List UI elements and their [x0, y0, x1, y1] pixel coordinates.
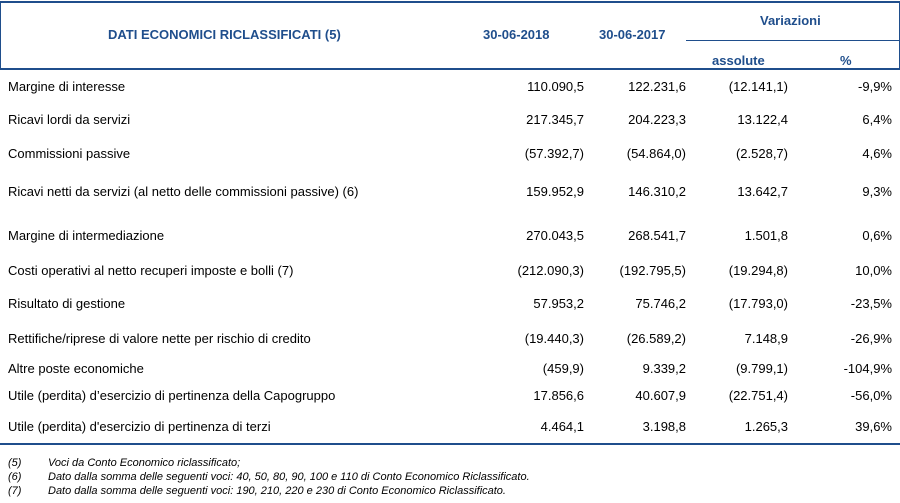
- variation-absolute: (22.751,4): [728, 388, 788, 403]
- value-2018: 17.856,6: [533, 388, 584, 403]
- variation-absolute: 7.148,9: [744, 331, 788, 346]
- row-label: Ricavi lordi da servizi: [8, 112, 131, 127]
- value-2018: 217.345,7: [526, 112, 584, 127]
- row-label: Altre poste economiche: [8, 361, 144, 376]
- variation-absolute: 1.501,8: [744, 228, 788, 243]
- variation-percent: 6,4%: [862, 112, 892, 127]
- value-2017: 268.541,7: [628, 228, 686, 243]
- footnote-text: Voci da Conto Economico riclassificato;: [48, 457, 241, 469]
- value-2017: 9.339,2: [642, 361, 686, 376]
- footnotes: [0, 456, 900, 498]
- table-row: [0, 182, 900, 202]
- table-row: [0, 329, 900, 349]
- variation-absolute: 1.265,3: [744, 419, 788, 434]
- variation-absolute: (17.793,0): [728, 296, 788, 311]
- table-row: [0, 77, 900, 97]
- variation-absolute: 13.642,7: [737, 184, 788, 199]
- footnote-ref: (6): [8, 471, 22, 483]
- variation-percent: -26,9%: [850, 331, 892, 346]
- footnote-text: Dato dalla somma delle seguenti voci: 190, 210, 220 e 230 di Conto Economico Riclassificato.: [48, 485, 506, 497]
- header-bottom-rule: [0, 68, 900, 70]
- value-2017: (192.795,5): [619, 263, 686, 278]
- table-row: [0, 294, 900, 314]
- variation-percent: -56,0%: [850, 388, 892, 403]
- row-label: Margine di intermediazione: [8, 228, 165, 243]
- value-2018: (459,9): [542, 361, 584, 376]
- table-header: [0, 0, 900, 70]
- header-left-border: [0, 2, 1, 68]
- value-2018: 270.043,5: [526, 228, 584, 243]
- table-row: [0, 417, 900, 437]
- table-row: [0, 386, 900, 406]
- value-2017: (26.589,2): [626, 331, 686, 346]
- percent-header: %: [840, 53, 852, 68]
- value-2017: 204.223,3: [628, 112, 686, 127]
- column-2018-header: 30-06-2018: [483, 27, 550, 42]
- value-2017: (54.864,0): [626, 146, 686, 161]
- variation-percent: 0,6%: [862, 228, 892, 243]
- variation-absolute: (12.141,1): [728, 79, 788, 94]
- footnote: [0, 470, 900, 484]
- variation-absolute: (19.294,8): [728, 263, 788, 278]
- variazioni-header: Variazioni: [760, 13, 821, 28]
- variation-absolute: (9.799,1): [735, 361, 788, 376]
- table-row: [0, 226, 900, 246]
- variation-percent: 9,3%: [862, 184, 892, 199]
- footnote-ref: (7): [8, 485, 22, 497]
- variation-percent: 39,6%: [855, 419, 892, 434]
- header-top-rule: [0, 1, 900, 3]
- table-row: [0, 359, 900, 379]
- value-2018: (57.392,7): [524, 146, 584, 161]
- value-2017: 75.746,2: [635, 296, 686, 311]
- row-label: Margine di interesse: [8, 79, 126, 94]
- table-bottom-rule: [0, 443, 900, 445]
- variation-percent: -23,5%: [850, 296, 892, 311]
- value-2018: 159.952,9: [526, 184, 584, 199]
- footnote: [0, 484, 900, 498]
- row-label: Utile (perdita) d'esercizio di pertinenza di terzi: [8, 419, 271, 434]
- table-row: [0, 144, 900, 164]
- row-label: Commissioni passive: [8, 146, 131, 161]
- footnote-ref: (5): [8, 457, 22, 469]
- footnote-text: Dato dalla somma delle seguenti voci: 40, 50, 80, 90, 100 e 110 di Conto Economico Riclassificato.: [48, 471, 530, 483]
- value-2017: 122.231,6: [628, 79, 686, 94]
- table-row: [0, 110, 900, 130]
- value-2018: 4.464,1: [540, 419, 584, 434]
- variazioni-rule: [686, 40, 900, 41]
- value-2018: 110.090,5: [527, 79, 584, 94]
- variation-percent: 10,0%: [855, 263, 892, 278]
- variation-absolute: 13.122,4: [737, 112, 788, 127]
- row-label: Costi operativi al netto recuperi imposte e bolli (7): [8, 263, 294, 278]
- variation-absolute: (2.528,7): [735, 146, 788, 161]
- column-2017-header: 30-06-2017: [599, 27, 666, 42]
- value-2017: 40.607,9: [635, 388, 686, 403]
- value-2017: 3.198,8: [642, 419, 686, 434]
- footnote: [0, 456, 900, 470]
- value-2017: 146.310,2: [628, 184, 686, 199]
- assolute-header: assolute: [712, 53, 765, 68]
- value-2018: (212.090,3): [517, 263, 584, 278]
- row-label: Utile (perdita) d’esercizio di pertinenza della Capogruppo: [8, 388, 336, 403]
- table-title: DATI ECONOMICI RICLASSIFICATI (5): [108, 27, 341, 42]
- row-label: Ricavi netti da servizi (al netto delle commissioni passive) (6): [8, 184, 359, 199]
- row-label: Rettifiche/riprese di valore nette per rischio di credito: [8, 331, 311, 346]
- value-2018: (19.440,3): [524, 331, 584, 346]
- row-label: Risultato di gestione: [8, 296, 126, 311]
- variation-percent: -9,9%: [858, 79, 892, 94]
- variation-percent: -104,9%: [843, 361, 892, 376]
- table-row: [0, 261, 900, 281]
- variation-percent: 4,6%: [862, 146, 892, 161]
- value-2018: 57.953,2: [533, 296, 584, 311]
